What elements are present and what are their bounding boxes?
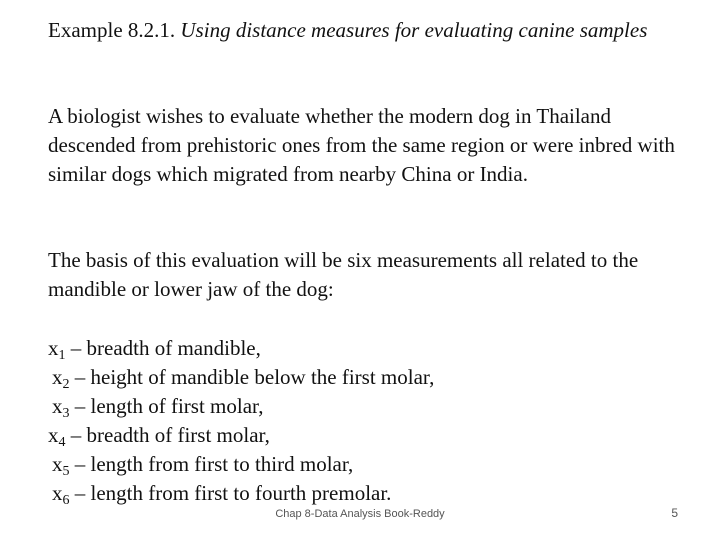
variable-list	[48, 334, 688, 508]
variable-item-x4	[48, 421, 688, 450]
variable-subscript: 2	[62, 377, 70, 392]
variable-symbol: x	[52, 394, 63, 418]
variable-item-x5	[48, 450, 688, 479]
example-title: Using distance measures for evaluating canine samples	[180, 18, 648, 42]
variable-item-x3	[48, 392, 688, 421]
variable-description: – height of mandible below the first molar,	[69, 365, 435, 389]
example-number: Example 8.2.1.	[48, 18, 176, 42]
basis-paragraph: The basis of this evaluation will be six measurements all related to the mandible or lower jaw of the dog:	[48, 248, 639, 301]
variable-subscript: 5	[62, 464, 70, 479]
variable-symbol: x	[52, 452, 63, 476]
variable-subscript: 4	[58, 435, 66, 450]
intro-paragraph: A biologist wishes to evaluate whether the modern dog in Thailand descended from prehistoric ones from the same region or were inbred with similar dogs which migrated from nearby China or India.	[48, 104, 675, 186]
variable-description: – length from first to fourth premolar.	[69, 481, 392, 505]
variable-description: – breadth of mandible,	[65, 336, 261, 360]
variable-item-x1	[48, 334, 688, 363]
footer-text: Chap 8-Data Analysis Book-Reddy	[275, 508, 445, 520]
variable-symbol: x	[52, 365, 63, 389]
variable-item-x2	[48, 363, 688, 392]
variable-description: – breadth of first molar,	[65, 423, 270, 447]
slide-title	[48, 16, 688, 45]
variable-subscript: 6	[62, 493, 70, 508]
variable-subscript: 1	[58, 348, 66, 363]
variable-description: – length from first to third molar,	[69, 452, 354, 476]
variable-symbol: x	[48, 423, 59, 447]
variable-subscript: 3	[62, 406, 70, 421]
page-number: 5	[671, 506, 678, 520]
variable-symbol: x	[52, 481, 63, 505]
variable-description: – length of first molar,	[69, 394, 264, 418]
variable-symbol: x	[48, 336, 59, 360]
variable-item-x6	[48, 479, 688, 508]
